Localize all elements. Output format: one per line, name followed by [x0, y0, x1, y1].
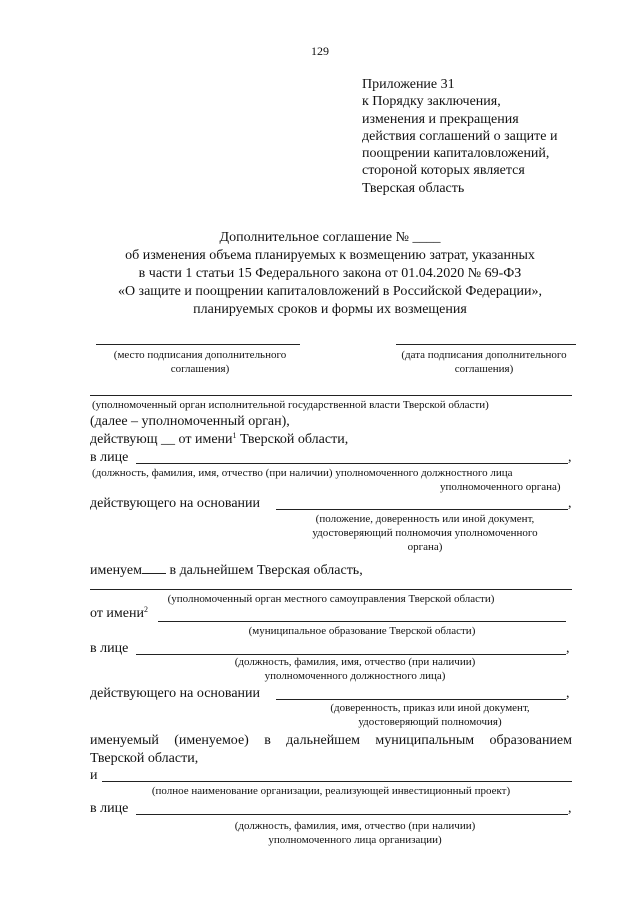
appendix-line: Приложение 31: [362, 77, 455, 92]
person-underline: [136, 463, 568, 464]
comma: ,: [568, 801, 572, 816]
named-text: именуем в дальнейшем Тверская область,: [90, 563, 363, 578]
appendix-line: Тверская область: [362, 180, 465, 196]
appendix-line: изменения и прекращения: [362, 111, 519, 127]
comma: ,: [568, 450, 572, 465]
on-behalf-text: от имени$^2$: [90, 605, 148, 621]
basis-label: действующего на основании: [90, 686, 261, 701]
page-number: 129: [311, 44, 329, 58]
person-hint: (должность, фамилия, имя, отчество (при наличии): [234, 656, 476, 668]
appendix-line: к Порядку заключения,: [362, 94, 501, 110]
person-hint: (должность, фамилия, имя, отчество (при наличии): [234, 820, 476, 832]
person-underline: [136, 814, 568, 815]
date-underline: [396, 344, 576, 345]
date-hint: (дата подписания дополнительного: [401, 349, 567, 361]
person-hint: (должность, фамилия, имя, отчество (при наличии) уполномоченного должностного лица: [92, 467, 513, 479]
basis-hint: органа): [407, 541, 443, 553]
comma: ,: [568, 496, 572, 511]
title-line: об изменения объема планируемых к возмещению затрат, указанных: [125, 248, 535, 263]
appendix-line: действия соглашений о защите и: [362, 128, 558, 144]
named-text: именуемый (именуемое) в дальнейшем муниципальным образованием: [90, 733, 572, 748]
title-line: планируемых сроков и формы их возмещения: [193, 302, 467, 317]
person-underline: [136, 654, 566, 655]
in-person-label: в лице: [90, 641, 129, 656]
footnote-mark: 1: [232, 431, 237, 440]
appendix-block: [362, 76, 602, 197]
person-hint: уполномоченного органа): [440, 481, 561, 493]
org-hint: (уполномоченный орган исполнительной государственной власти Тверской области): [92, 399, 489, 411]
basis-hint: удостоверяющий полномочия уполномоченного: [312, 527, 538, 539]
municipal-underline: [158, 621, 566, 622]
appendix-line: стороной которых является: [362, 163, 525, 179]
basis-hint: (доверенность, приказ или иной документ,: [330, 702, 530, 714]
municipal-hint: (муниципальное образование Тверской области): [248, 625, 476, 637]
alias-text: (далее – уполномоченный орган),: [90, 414, 290, 429]
title-line: «О защите и поощрении капиталовложений в Российской Федерации»,: [117, 284, 543, 299]
blank-underline: [142, 561, 166, 574]
org-underline: [102, 781, 572, 782]
org-underline: [90, 395, 572, 396]
basis-underline: [276, 509, 568, 510]
org-hint: (уполномоченный орган местного самоуправления Тверской области): [167, 593, 495, 605]
person-hint: уполномоченного должностного лица): [264, 670, 446, 682]
in-person-label: в лице: [90, 450, 129, 465]
named-text: Тверской области,: [90, 751, 199, 766]
basis-hint: (положение, доверенность или иной документ,: [315, 513, 535, 525]
and-label: и: [90, 768, 98, 783]
place-hint: (место подписания дополнительного: [113, 349, 287, 361]
org-underline: [90, 589, 572, 590]
basis-label: действующего на основании: [90, 496, 261, 511]
place-hint: соглашения): [170, 363, 230, 375]
basis-underline: [276, 699, 566, 700]
comma: ,: [566, 641, 570, 656]
in-person-label: в лице: [90, 801, 129, 816]
org-hint: (полное наименование организации, реализующей инвестиционный проект): [151, 785, 511, 797]
footnote-mark: 2: [143, 605, 148, 614]
title-line: в части 1 статьи 15 Федерального закона от 01.04.2020 № 69-ФЗ: [138, 266, 522, 281]
acting-text: действующ __ от имени$^1$ Тверской области,: [90, 431, 349, 447]
person-hint: уполномоченного лица организации): [268, 834, 442, 846]
basis-hint: удостоверяющий полномочия): [358, 716, 502, 728]
date-hint: соглашения): [454, 363, 514, 375]
comma: ,: [566, 686, 570, 701]
title-line: Дополнительное соглашение № ____: [219, 230, 441, 245]
place-underline: [96, 344, 300, 345]
appendix-line: поощрении капиталовложений,: [362, 146, 550, 162]
